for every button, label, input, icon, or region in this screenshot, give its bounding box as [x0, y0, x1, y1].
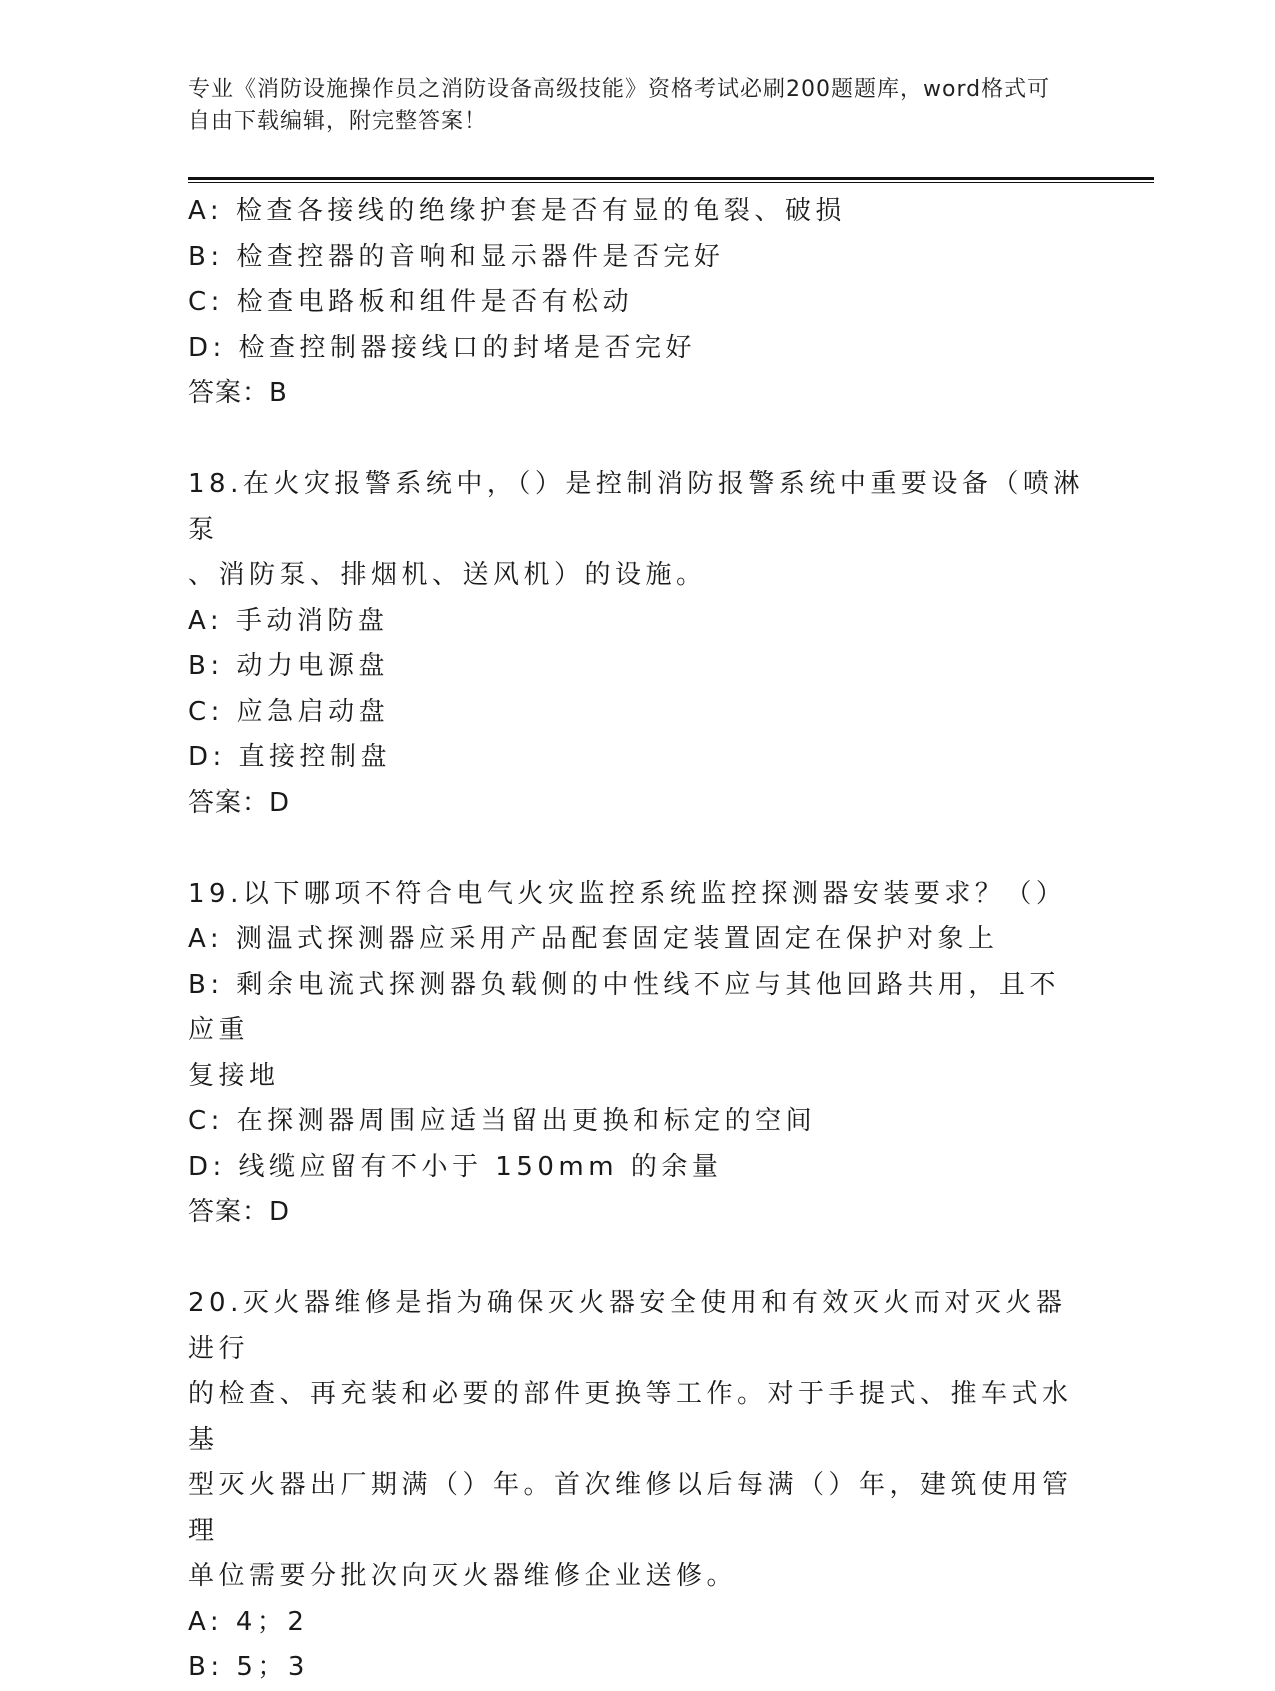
answer: 答案：B — [188, 378, 288, 408]
question-20 — [188, 1281, 1088, 1691]
option-d: D: 直接控制盘 — [188, 742, 392, 772]
question-17 — [188, 189, 1088, 417]
header-divider-thin — [188, 182, 1154, 183]
option-b-continued: 复接地 — [188, 1060, 280, 1091]
question-stem-continued: 、消防泵、排烟机、送风机）的设施。 — [188, 560, 707, 590]
question-stem-continued: 单位需要分批次向灭火器维修企业送修。 — [188, 1561, 738, 1591]
option-d: D: 检查控制器接线口的封堵是否完好 — [188, 332, 697, 363]
question-content — [188, 189, 1088, 1691]
question-18 — [188, 462, 1088, 826]
option-b: B: 剩余电流式探测器负载侧的中性线不应与其他回路共用，且不应重 — [188, 969, 1060, 1045]
question-stem: 19.以下哪项不符合电气火灾监控系统监控探测器安装要求？（） — [188, 878, 1067, 909]
option-c: C: 应急启动盘 — [188, 696, 390, 727]
option-b: B: 检查控器的音响和显示器件是否完好 — [188, 241, 725, 272]
option-b: B: 5；3 — [188, 1652, 309, 1682]
answer: 答案：D — [188, 787, 291, 818]
header-divider-thick — [188, 177, 1154, 180]
question-stem-continued: 型灭火器出厂期满（）年。首次维修以后每满（）年，建筑使用管理 — [188, 1470, 1073, 1546]
question-stem: 18.在火灾报警系统中，（）是控制消防报警系统中重要设备（喷淋泵 — [188, 469, 1084, 545]
option-c: C: 在探测器周围应适当留出更换和标定的空间 — [188, 1106, 817, 1136]
option-a: A: 4；2 — [188, 1606, 309, 1637]
option-a: A: 手动消防盘 — [188, 605, 389, 636]
option-b: B: 动力电源盘 — [188, 651, 389, 681]
question-stem-continued: 的检查、再充装和必要的部件更换等工作。对于手提式、推车式水基 — [188, 1379, 1073, 1455]
question-stem: 20.灭火器维修是指为确保灭火器安全使用和有效灭火而对灭火器进行 — [188, 1288, 1067, 1364]
question-19 — [188, 872, 1088, 1236]
document-header: 专业《消防设施操作员之消防设备高级技能》资格考试必刷200题题库，word格式可自由下载编辑，附完整答案！ — [188, 77, 1051, 134]
option-a: A: 测温式探测器应采用产品配套固定装置固定在保护对象上 — [188, 924, 999, 954]
option-c: C: 检查电路板和组件是否有松动 — [188, 287, 634, 317]
option-d: D: 线缆应留有不小于 150mm 的余量 — [188, 1151, 723, 1182]
option-a: A: 检查各接线的绝缘护套是否有显的龟裂、破损 — [188, 196, 846, 226]
answer: 答案：D — [188, 1197, 291, 1227]
